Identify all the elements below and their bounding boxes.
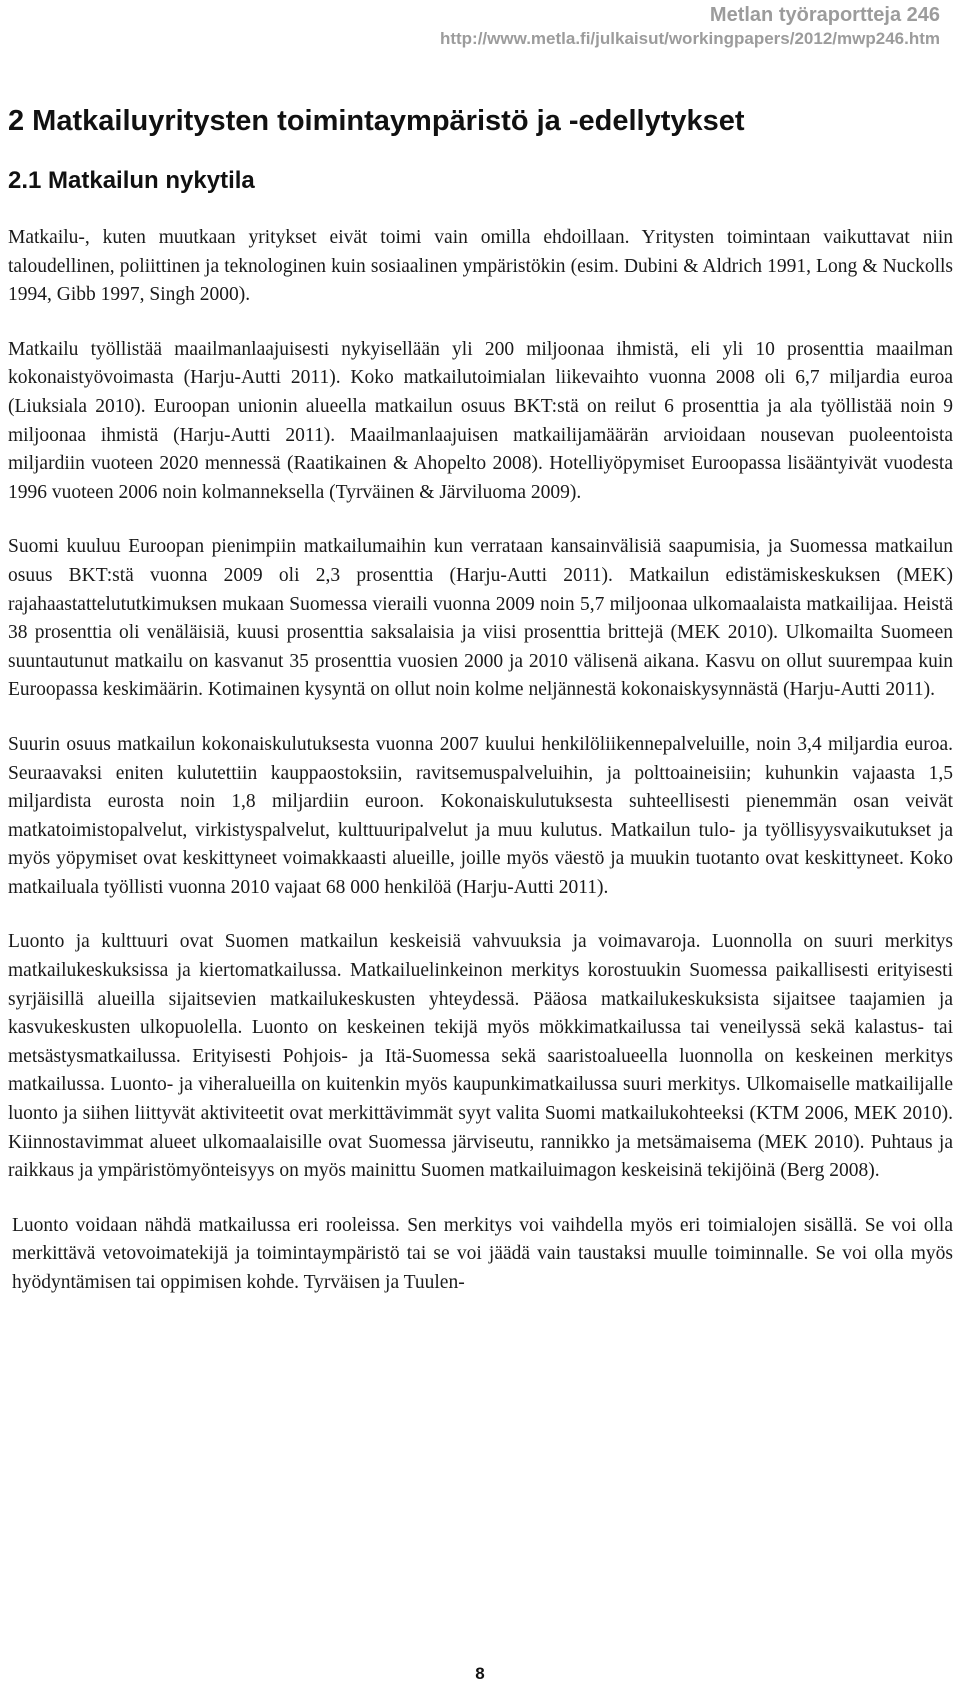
- series-title: Metlan työraportteja 246: [709, 4, 940, 26]
- header-url[interactable]: http://www.metla.fi/julkaisut/workingpapers/2012/mwp246.htm: [439, 29, 940, 48]
- paragraph: Luonto ja kulttuuri ovat Suomen matkailun keskeisiä vahvuuksia ja voimavaroja. Luonnolla on suuri merkitys matkailukeskuksissa ja kiertomatkailussa. Matkailuelinkeinon merkitys korostuukin Suomessa paikallisesti erityisesti syrjäisillä alueilla sijaitsevien matkailukeskusten yhteydessä. Pääosa matkailukeskuksista sijaitsee taajamien ja kasvukeskusten ulkopuolella. Luonto on keskeinen tekijä myös mökkimatkailussa tai veneilyssä sekä kalastus- tai metsästysmatkailussa. Erityisesti Pohjois- ja Itä-Suomessa sekä saaristoalueella luonnolla on keskeinen merkitys matkailussa. Luonto- ja viheralueilla on kuitenkin myös kaupunkimatkailussa suuri merkitys. Ulkomaiselle matkailijalle luonto ja siihen liittyvät aktiviteetit ovat merkittävimmät syyt valita Suomi matkailukohteeksi (KTM 2006, MEK 2010). Kiinnostavimmat alueet ulkomaalaisille ovat Suomessa järviseutu, rannikko ja metsämaisema (MEK 2010). Puhtaus ja raikkaus ja ympäristömyönteisyys on myös mainittu Suomen matkailuimagon keskeisinä tekijöinä (Berg 2008).: [8, 931, 953, 1182]
- page-number: 8: [475, 1664, 485, 1683]
- paragraph: Suomi kuuluu Euroopan pienimpiin matkailumaihin kun verrataan kansainvälisiä saapumisia, ja Suomessa matkailun osuus BKT:stä vuonna 2009 oli 2,3 prosenttia (Harju-Autti 2011). Matkailun edistämiskeskuksen (MEK) rajahaastattelututkimuksen mukaan Suomessa vieraili vuonna 2009 noin 5,7 miljoonaa ulkomaalaista matkailijaa. Heistä 38 prosenttia oli venäläisiä, kuusi prosenttia saksalaisia ja viisi prosenttia brittejä (MEK 2010). Ulkomailta Suomeen suuntautunut matkailu on kasvanut 35 prosenttia vuosien 2000 ja 2010 välisenä aikana. Kasvu on ollut suurempaa kuin Euroopassa keskimäärin. Kotimainen kysyntä on ollut noin kolme neljännestä kokonaiskysynnästä (Harju-Autti 2011).: [8, 536, 953, 701]
- running-header: [440, 2, 940, 50]
- chapter-heading: 2 Matkailuyritysten toimintaympäristö ja -edellytykset: [8, 105, 745, 137]
- paragraph: Suurin osuus matkailun kokonaiskulutuksesta vuonna 2007 kuului henkilöliikennepalveluille, noin 3,4 miljardia euroa. Seuraavaksi eniten kulutettiin kauppaostoksiin, ravitsemuspalveluihin, ja polttoaineisiin; kuhunkin vajaasta 1,5 miljardista eurosta noin 1,8 miljardiin euroon. Kokonaiskulutuksesta suhteellisesti pienemmän osan veivät matkatoimistopalvelut, virkistyspalvelut, kulttuuripalvelut ja muu kulutus. Matkailun tulo- ja työllisyysvaikutukset ja myös yöpymiset ovat keskittyneet voimakkaasti alueille, joille myös väestö ja muukin tuotanto ovat keskittyneet. Koko matkailuala työllisti vuonna 2010 vajaat 68 000 henkilöä (Harju-Autti 2011).: [8, 733, 953, 898]
- section-heading: 2.1 Matkailun nykytila: [8, 167, 255, 194]
- paragraph: Matkailu-, kuten muutkaan yritykset eivät toimi vain omilla ehdoillaan. Yritysten toimintaan vaikuttavat niin taloudellinen, poliittinen ja teknologinen kuin sosiaalinen ympäristökin (esim. Dubini & Aldrich 1991, Long & Nuckolls 1994, Gibb 1997, Singh 2000).: [8, 227, 953, 306]
- body-text: [8, 224, 953, 1324]
- paragraph: Luonto voidaan nähdä matkailussa eri rooleissa. Sen merkitys voi vaihdella myös eri toimialojen sisällä. Se voi olla merkittävä vetovoimatekijä ja toimintaympäristö tai se voi jäädä vain taustaksi muulle toiminnalle. Se voi olla myös hyödyntämisen tai oppimisen kohde. Tyrväisen ja Tuulen-: [12, 1214, 953, 1293]
- paragraph: Matkailu työllistää maailmanlaajuisesti nykyisellään yli 200 miljoonaa ihmistä, eli yli 10 prosenttia maailman kokonaistyövoimasta (Harju-Autti 2011). Koko matkailutoimialan liikevaihto vuonna 2008 oli 6,7 miljardia euroa (Liuksiala 2010). Euroopan unionin alueella matkailun osuus BKT:stä on reilut 6 prosenttia ja ala työllistää noin 9 miljoonaa ihmistä (Harju-Autti 2011). Maailmanlaajuisen matkailijamäärän arvioidaan nousevan puoleentoista miljardiin vuoteen 2020 mennessä (Raatikainen & Ahopelto 2008). Hotelliyöpymiset Euroopassa lisääntyivät vuodesta 1996 vuoteen 2006 noin kolmanneksella (Tyrväinen & Järviluoma 2009).: [8, 338, 953, 503]
